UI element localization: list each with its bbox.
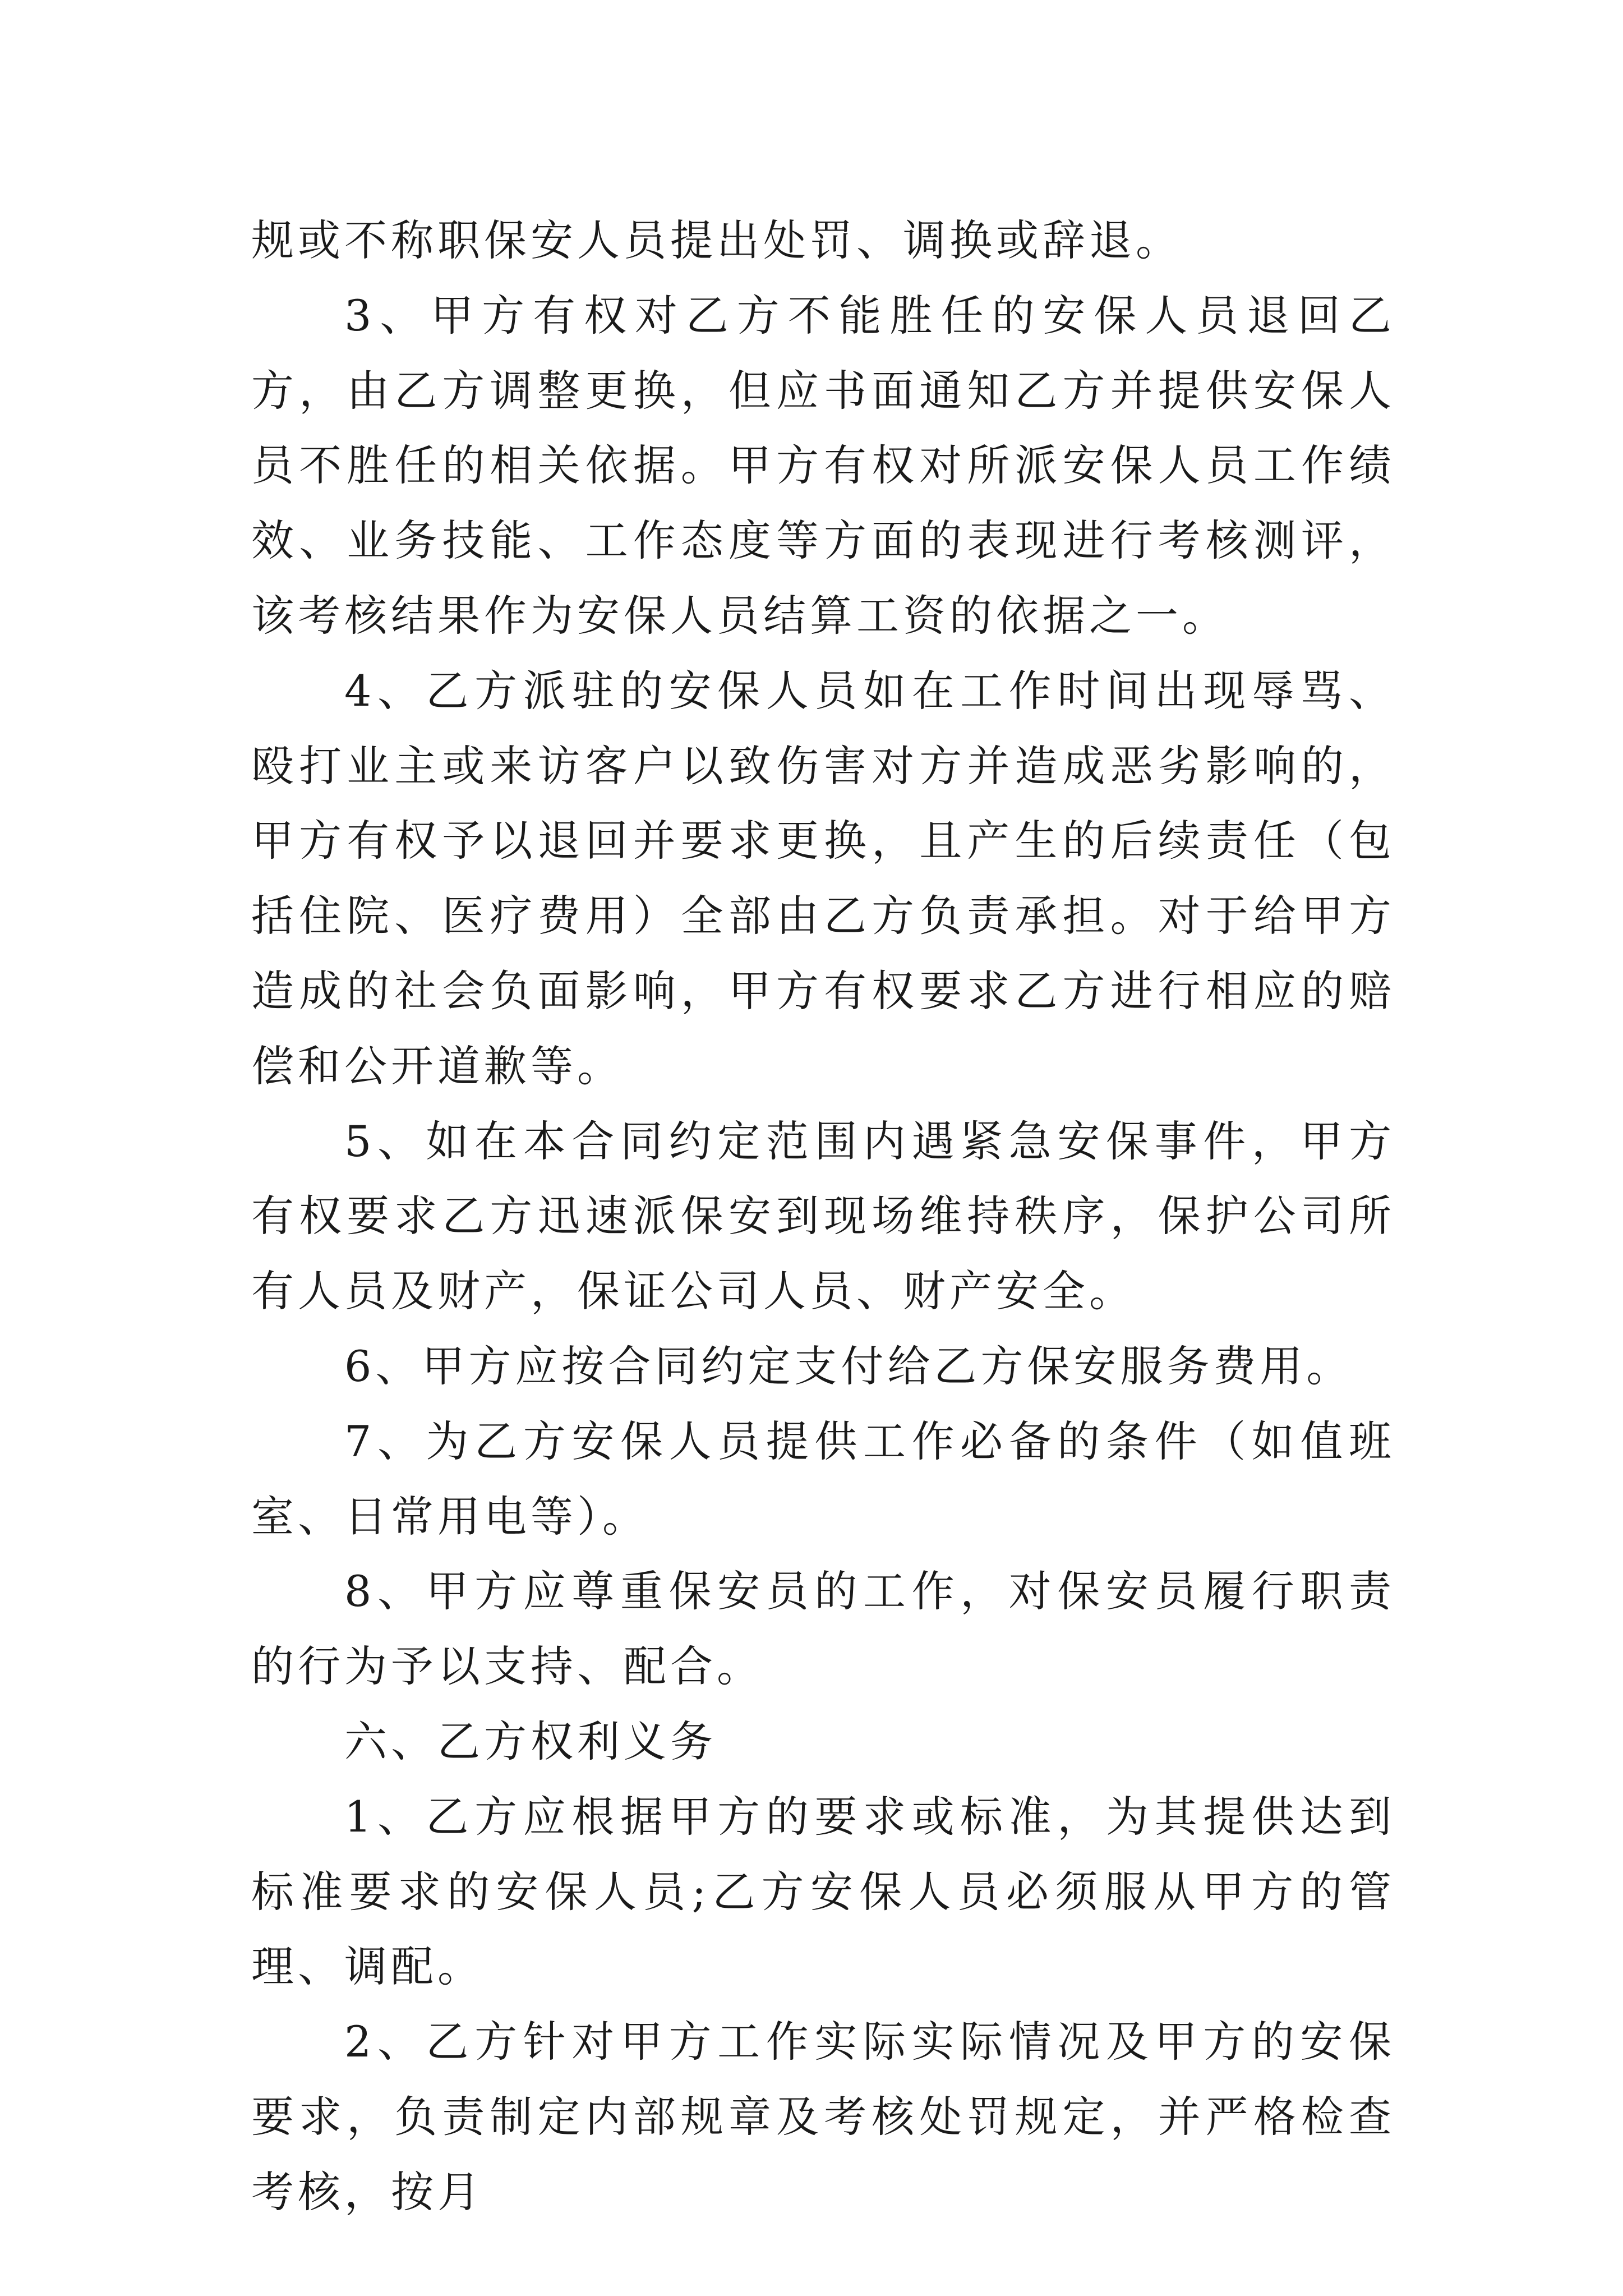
paragraph-8: 1、乙方应根据甲方的要求或标准，为其提供达到标准要求的安保人员;乙方安保人员必须服从甲方的管理、调配。 xyxy=(251,1791,1395,1992)
paragraph-9: 2、乙方针对甲方工作实际实际情况及甲方的安保要求，负责制定内部规章及考核处罚规定，并严格检查考核，按月 xyxy=(251,2017,1395,2217)
section-heading: 六、乙方权利义务 xyxy=(344,1716,717,1766)
paragraph-4: 5、如在本合同约定范围内遇紧急安保事件，甲方有权要求乙方迅速派保安到现场维持秩序，保护公司所有人员及财产，保证公司人员、财产安全。 xyxy=(251,1116,1395,1317)
paragraph-5: 6、甲方应按合同约定支付给乙方保安服务费用。 xyxy=(344,1341,1353,1391)
paragraph-3: 4、乙方派驻的安保人员如在工作时间出现辱骂、殴打业主或来访客户以致伤害对方并造成恶劣影响的，甲方有权予以退回并要求更换，且产生的后续责任（包括住院、医疗费用）全部由乙方负责承担。对于给甲方造成的社会负面影响，甲方有权要求乙方进行相应的赔偿和公开道歉等。 xyxy=(251,665,1395,1091)
paragraph-6: 7、为乙方安保人员提供工作必备的条件（如值班室、日常用电等）。 xyxy=(251,1416,1395,1542)
document-body xyxy=(251,203,1395,2230)
paragraph-2: 3、甲方有权对乙方不能胜任的安保人员退回乙方，由乙方调整更换，但应书面通知乙方并提供安保人员不胜任的相关依据。甲方有权对所派安保人员工作绩效、业务技能、工作态度等方面的表现进行考核测评，该考核结果作为安保人员结算工资的依据之一。 xyxy=(251,290,1395,641)
paragraph-7: 8、甲方应尊重保安员的工作，对保安员履行职责的行为予以支持、配合。 xyxy=(251,1566,1395,1692)
paragraph-1: 规或不称职保安人员提出处罚、调换或辞退。 xyxy=(251,215,1182,265)
